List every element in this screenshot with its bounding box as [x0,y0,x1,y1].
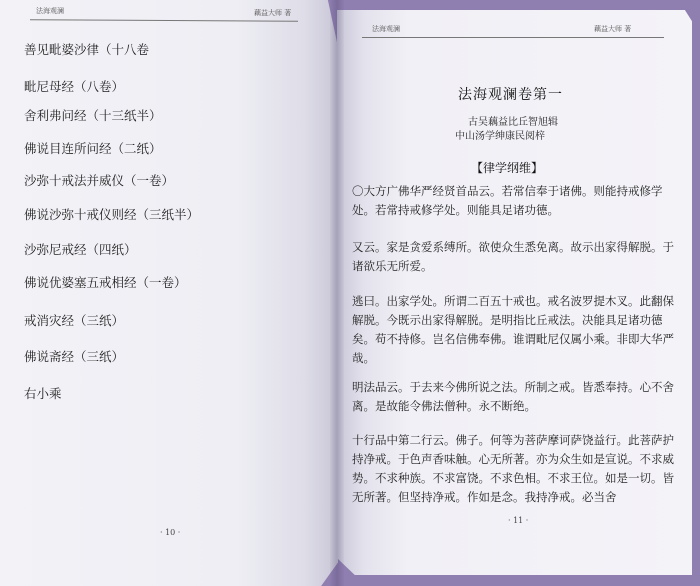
body-paragraph: 又云。家是贪爱系缚所。欲使众生悉免离。故示出家得解脱。于诸欲乐无所爱。 [352,240,674,273]
compiler-line: 古吴藕益比丘智旭辑 [468,117,558,128]
body-paragraph: 〇大方广佛华严经贤首品云。若常信奉于诸佛。则能持戒修学处。若常持戒修学处。则能具足诸功德。 [352,184,663,217]
list-item: 佛说沙弥十戒仪则经（三纸半） [24,207,200,222]
left-page-number: · 10 · [160,528,181,537]
list-item: 善见毗婆沙律（十八卷 [24,42,150,57]
right-page-number: · 11 · [508,516,529,525]
list-item: 戒消灾经（三纸） [24,313,125,328]
editor-line: 中山汤学绅康民阅梓 [455,131,545,142]
body-paragraph: 明法品云。于去来今佛所说之法。所制之戒。皆悉奉持。心不舍离。是故能令佛法僧种。永不断绝。 [352,380,674,413]
list-item: 沙弥尼戒经（四纸） [24,242,137,257]
list-item: 佛说目连所问经（二纸） [24,141,162,156]
right-running-head-author: 藕益大师 著 [594,25,632,33]
left-running-head-title: 法海观澜 [36,7,64,15]
right-running-head-title: 法海观澜 [372,25,400,33]
list-item: 佛说优婆塞五戒相经（一卷） [24,275,187,290]
section-heading: 【律学纲维】 [471,161,544,175]
book-gutter [330,0,344,586]
right-header-rule [362,37,664,38]
list-item: 毗尼母经（八卷） [24,79,125,94]
chapter-title: 法海观澜卷第一 [458,87,563,103]
list-item: 佛说斋经（三纸） [24,349,125,364]
body-paragraph: 十行品中第二行云。佛子。何等为菩萨摩诃萨饶益行。此菩萨护持净戒。于色声香味触。心无所著。亦为众生如是宣说。不求威势。不求种族。不求富饶。不求色相。不求王位。如是一切。皆无所著。但坚持净戒。作如是念。我持净戒。必当舍 [352,433,674,504]
left-running-head-author: 藕益大师 著 [254,9,292,17]
body-paragraph: 逃曰。出家学处。所谓二百五十戒也。戒名波罗提木叉。此翻保解脱。今既示出家得解脱。是明指比丘戒法。决能具足诸功德矣。苟不持修。岂名信佛奉佛。谁谓毗尼仅属小乘。非即大华严哉。 [352,294,674,365]
list-item: 舍利弗问经（十三纸半） [24,108,162,123]
list-item: 沙弥十戒法并威仪（一卷） [24,173,175,188]
list-item: 右小乘 [24,386,62,401]
